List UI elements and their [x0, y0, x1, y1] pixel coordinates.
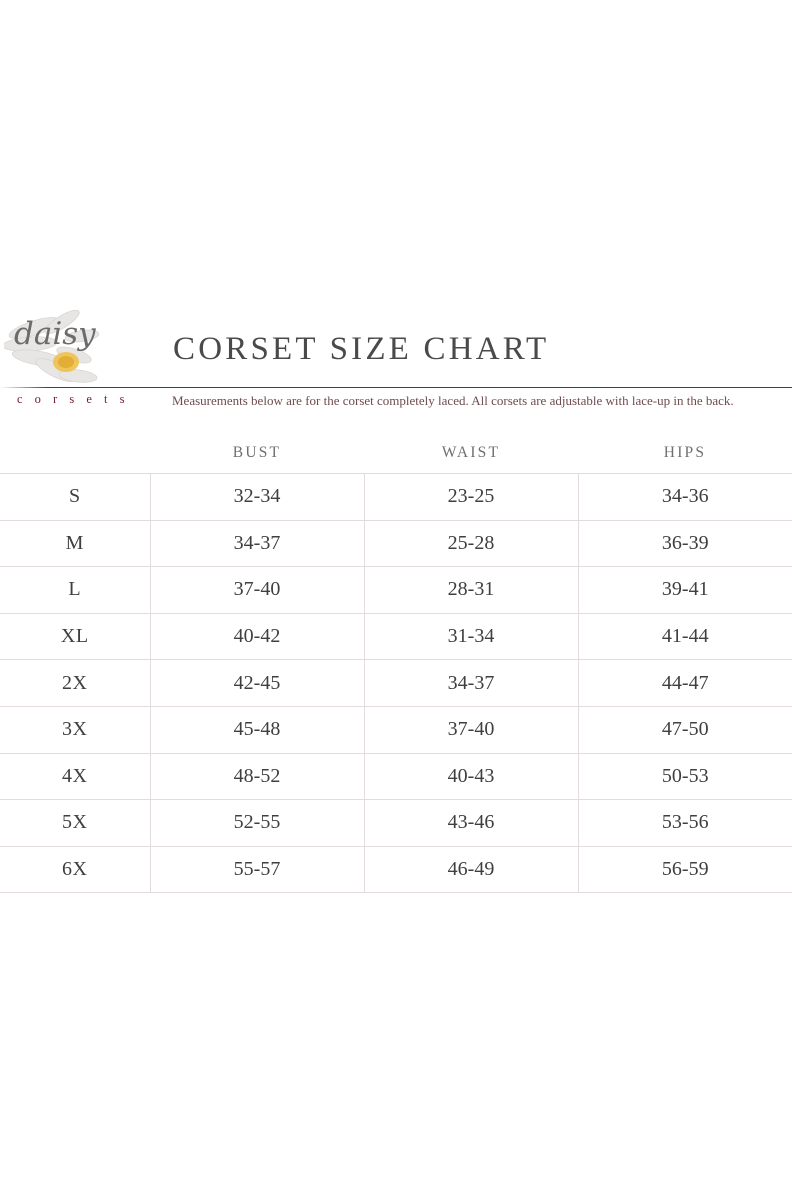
cell-waist: 46-49 [364, 846, 578, 893]
column-header-size [0, 432, 150, 474]
page-title: CORSET SIZE CHART [173, 331, 550, 367]
table-row [0, 567, 792, 614]
cell-waist: 25-28 [364, 520, 578, 567]
table-row [0, 753, 792, 800]
column-header-hips: HIPS [663, 443, 707, 461]
column-header-waist: WAIST [441, 443, 501, 461]
cell-bust: 32-34 [150, 474, 364, 521]
cell-bust: 48-52 [150, 753, 364, 800]
cell-hips: 36-39 [578, 520, 792, 567]
cell-size: S [0, 474, 150, 521]
chart-header [0, 295, 792, 420]
header-subtitle: Measurements below are for the corset completely laced. All corsets are adjustable with lace-up in the back. [172, 393, 734, 408]
cell-bust: 42-45 [150, 660, 364, 707]
cell-waist: 43-46 [364, 800, 578, 847]
cell-bust: 45-48 [150, 706, 364, 753]
table-row [0, 520, 792, 567]
cell-size: XL [0, 613, 150, 660]
cell-bust: 40-42 [150, 613, 364, 660]
cell-size: 5X [0, 800, 150, 847]
cell-hips: 39-41 [578, 567, 792, 614]
size-table-container [0, 432, 792, 893]
cell-size: M [0, 520, 150, 567]
header-divider [0, 387, 792, 388]
table-row [0, 800, 792, 847]
cell-bust: 55-57 [150, 846, 364, 893]
table-row [0, 706, 792, 753]
cell-bust: 52-55 [150, 800, 364, 847]
cell-waist: 31-34 [364, 613, 578, 660]
size-chart-table [0, 432, 792, 893]
cell-hips: 53-56 [578, 800, 792, 847]
logo-wordmark: daisy [14, 316, 96, 352]
cell-bust: 34-37 [150, 520, 364, 567]
cell-waist: 23-25 [364, 474, 578, 521]
cell-size: 2X [0, 660, 150, 707]
cell-size: 4X [0, 753, 150, 800]
cell-size: 3X [0, 706, 150, 753]
table-row [0, 474, 792, 521]
cell-size: L [0, 567, 150, 614]
cell-waist: 40-43 [364, 753, 578, 800]
cell-size: 6X [0, 846, 150, 893]
cell-waist: 34-37 [364, 660, 578, 707]
daisy-corsets-logo [4, 300, 154, 415]
column-header-bust: BUST [232, 443, 282, 461]
cell-hips: 34-36 [578, 474, 792, 521]
cell-waist: 28-31 [364, 567, 578, 614]
cell-bust: 37-40 [150, 567, 364, 614]
table-header-row [0, 432, 792, 474]
cell-hips: 47-50 [578, 706, 792, 753]
cell-hips: 50-53 [578, 753, 792, 800]
table-body [0, 474, 792, 893]
table-row [0, 846, 792, 893]
logo-subtext: c o r s e t s [17, 392, 129, 406]
cell-waist: 37-40 [364, 706, 578, 753]
table-row [0, 613, 792, 660]
cell-hips: 41-44 [578, 613, 792, 660]
cell-hips: 44-47 [578, 660, 792, 707]
cell-hips: 56-59 [578, 846, 792, 893]
table-row [0, 660, 792, 707]
